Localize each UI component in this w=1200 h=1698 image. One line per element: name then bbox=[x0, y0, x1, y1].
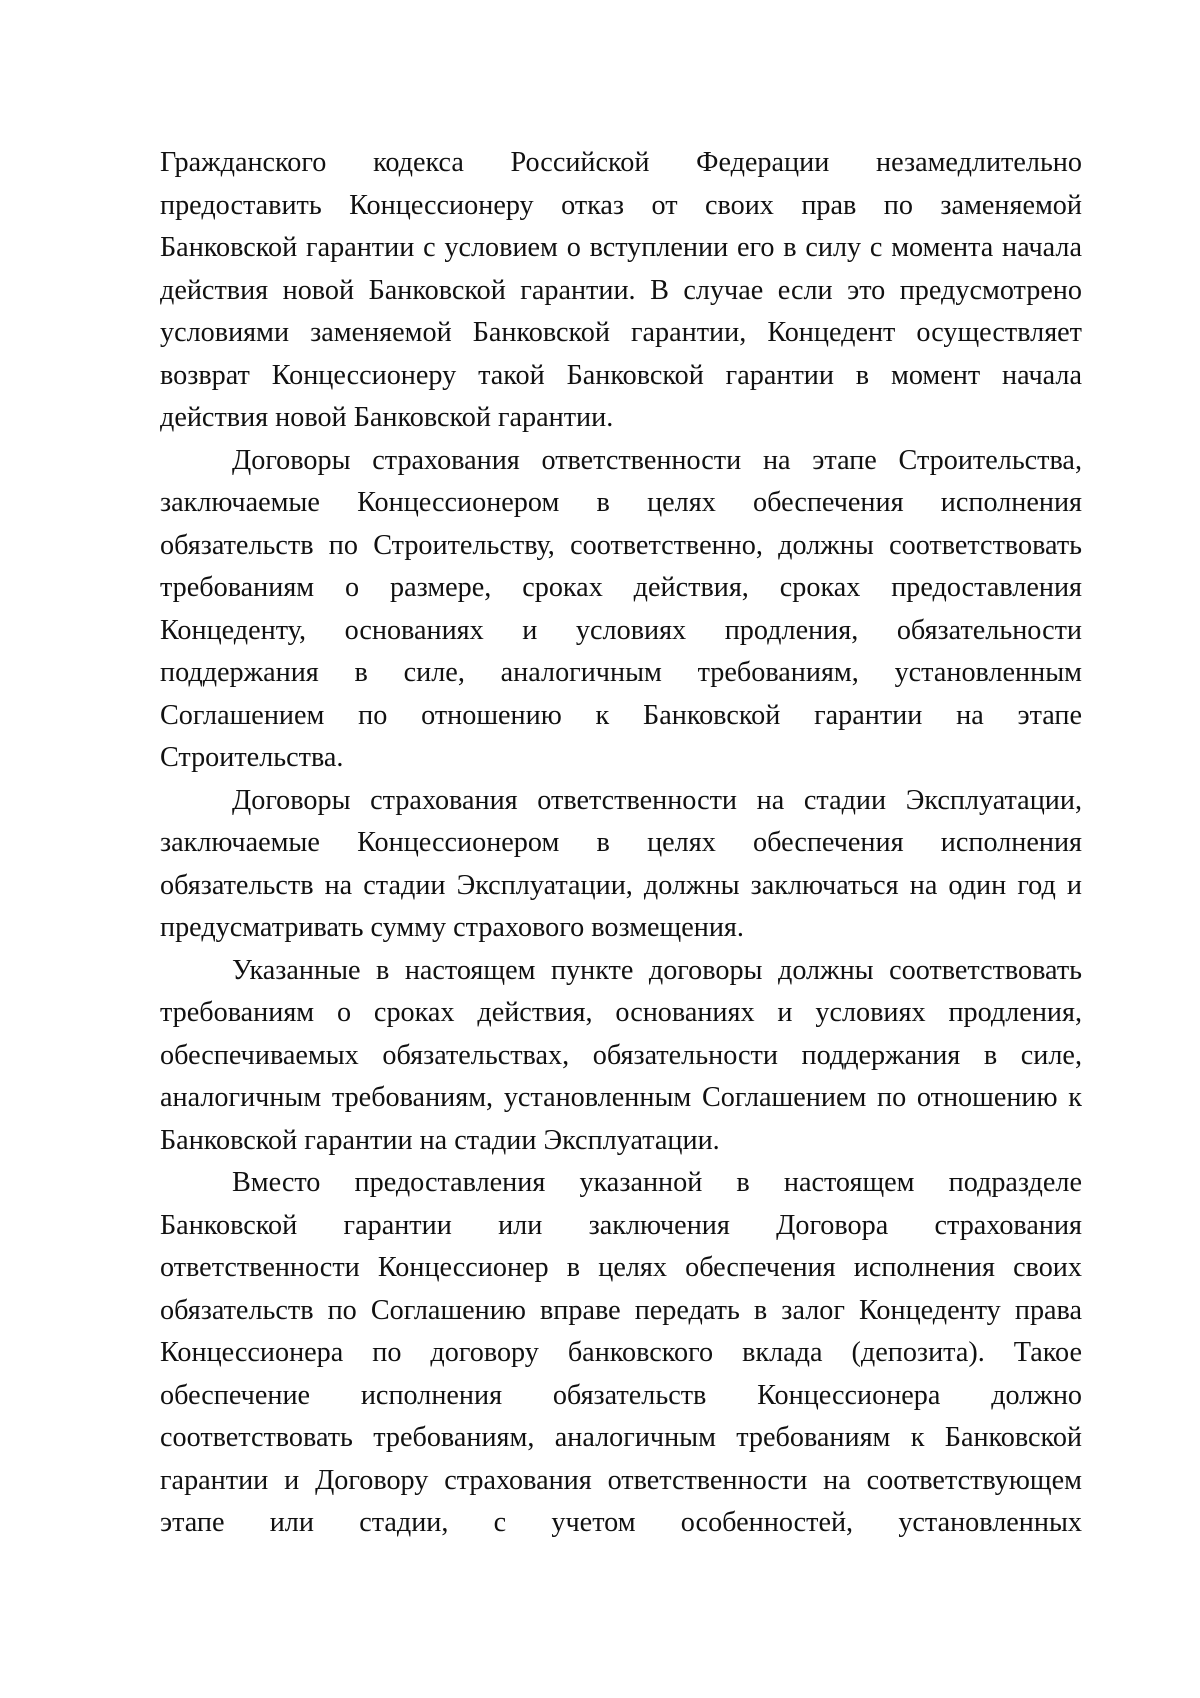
paragraph-contract-requirements: Указанные в настоящем пункте договоры должны соответствовать требованиям о сроках действия, основаниях и условиях продления, обеспечиваемых обязательствах, обязательности поддержания в силе, аналогичным требованиям, установленным Соглашением по отношению к Банковской гарантии на стадии Эксплуатации. bbox=[160, 954, 1082, 1156]
document-text bbox=[160, 142, 1082, 1545]
paragraph-deposit-pledge: Вместо предоставления указанной в настоящем подразделе Банковской гарантии или заключения Договора страхования ответственности Концессионер в целях обеспечения исполнения своих обязательств по Соглашению вправе передать в залог Концеденту права Концессионера по договору банковского вклада (депозита). Такое обеспечение исполнения обязательств Концессионера должно соответствовать требованиям, аналогичным требованиям к Банковской гарантии и Договору страхования ответственности на соответствующем этапе или стадии, с учетом особенностей, установленных bbox=[160, 1167, 1082, 1538]
paragraph-construction-insurance: Договоры страхования ответственности на этапе Строительства, заключаемые Концессионером в целях обеспечения исполнения обязательств по Строительству, соответственно, должны соответствовать требованиям о размере, сроках действия, сроках предоставления Концеденту, основаниях и условиях продления, обязательности поддержания в силе, аналогичным требованиям, установленным Соглашением по отношению к Банковской гарантии на этапе Строительства. bbox=[160, 444, 1082, 773]
paragraph-continuation: Гражданского кодекса Российской Федерации незамедлительно предоставить Концессионеру отказ от своих прав по заменяемой Банковской гарантии с условием о вступлении его в силу с момента начала действия новой Банковской гарантии. В случае если это предусмотрено условиями заменяемой Банковской гарантии, Концедент осуществляет возврат Концессионеру такой Банковской гарантии в момент начала действия новой Банковской гарантии. bbox=[160, 147, 1082, 433]
paragraph-operation-insurance: Договоры страхования ответственности на стадии Эксплуатации, заключаемые Концессионером в целях обеспечения исполнения обязательств на стадии Эксплуатации, должны заключаться на один год и предусматривать сумму страхового возмещения. bbox=[160, 784, 1082, 943]
